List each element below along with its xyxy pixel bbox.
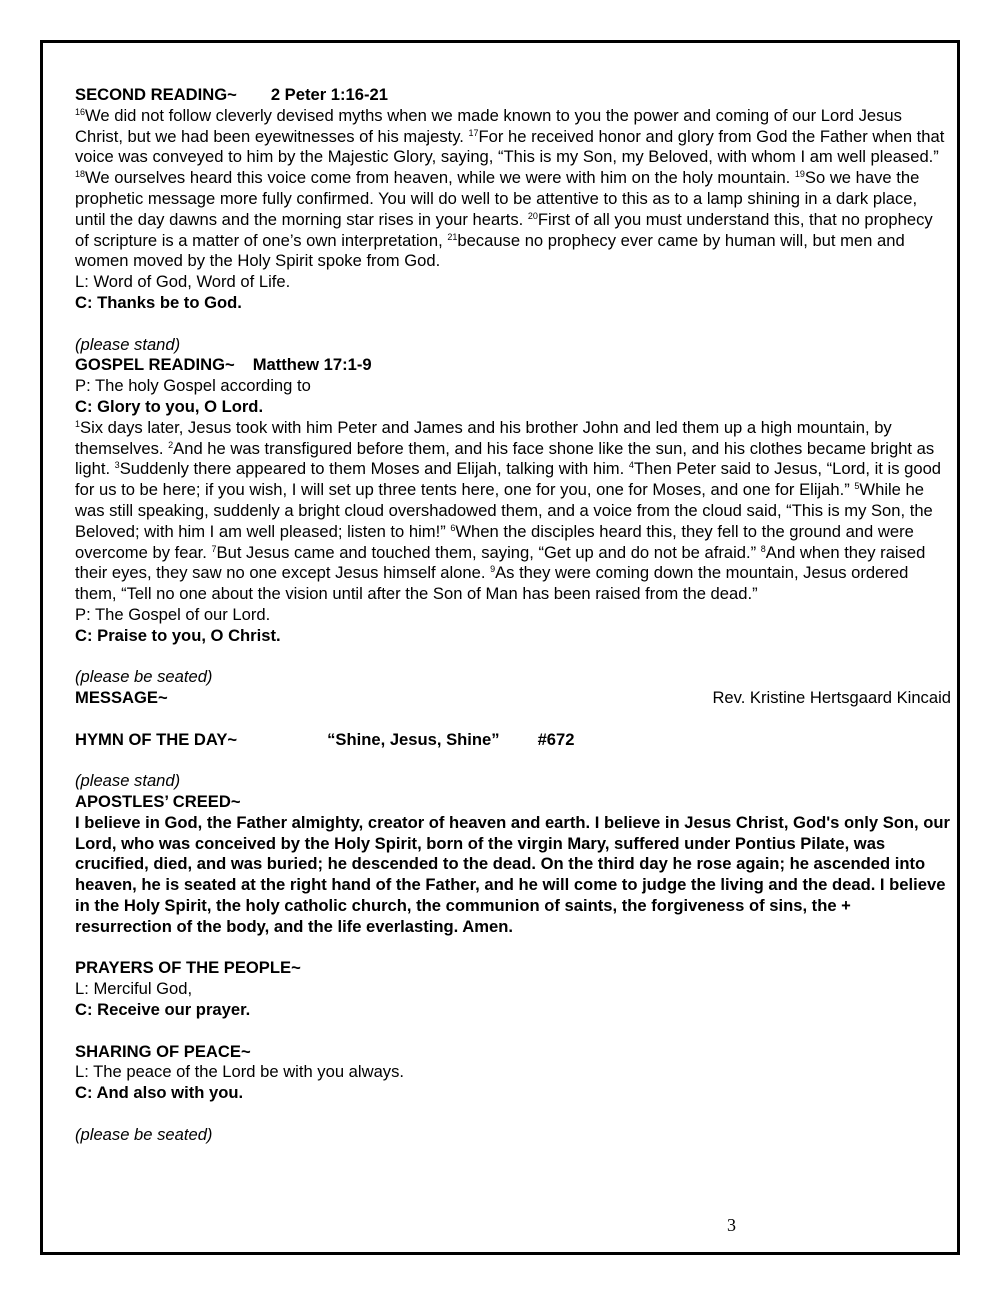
second-reading-response: C: Thanks be to God.	[75, 292, 242, 312]
hymn-title: “Shine, Jesus, Shine”	[327, 729, 500, 749]
second-reading-heading: SECOND READING~ 2 Peter 1:16-21	[75, 85, 388, 104]
message-speaker: Rev. Kristine Hertsgaard Kincaid	[712, 688, 951, 708]
gospel-heading: GOSPEL READING~ Matthew 17:1-9	[75, 355, 372, 375]
verse-number: 17	[468, 127, 479, 138]
verse-number: 7	[211, 543, 217, 554]
verse-number: 18	[75, 169, 86, 180]
creed-instruction: (please stand)	[75, 771, 181, 791]
page-frame	[40, 40, 960, 1255]
prayers-leader: L: Merciful God,	[75, 979, 193, 999]
gospel-text: $^1$Six days later, Jesus took with him Peter and James and his brother John and led them up a high mountain, by themselves. $^2$And he was transfigured before them, and his face shone like the sun, and his clothes became bright as light. $^3$Suddenly there appeared to them Moses and Elijah, talking with him. $^4$Then Peter said to Jesus, “Lord, it is good for us to be here; if you wish, I will set up three tents here, one for you, one for Moses, and one for Elijah.” $^5$While he was still speaking, suddenly a bright cloud overshadowed them, and a voice from the cloud said, “This is my Son, the Beloved; with him I am well pleased; listen to him!” $^6$When the disciples heard this, they fell to the ground and were overcome by fear. $^7$But Jesus came and touched them, saying, “Get up and do not be afraid.” $^8$And when they raised their eyes, they saw no one except Jesus himself alone. $^9$As they were coming down the mountain, Jesus ordered them, “Tell no one about the vision until after the Son of Man has been raised from the dead.”	[75, 417, 942, 604]
prayers-response: C: Receive our prayer.	[75, 1000, 251, 1020]
gospel-citation: Matthew 17:1-9	[252, 355, 372, 375]
second-reading-citation: 2 Peter 1:16-21	[270, 85, 388, 104]
prayers-heading: PRAYERS OF THE PEOPLE~	[75, 958, 301, 978]
verse-number: 3	[114, 460, 120, 471]
gospel-announce: P: The holy Gospel according to	[75, 376, 311, 396]
gospel-announce-response: C: Glory to you, O Lord.	[75, 396, 264, 416]
verse-number: 2	[168, 439, 174, 450]
verse-number: 6	[450, 522, 456, 533]
verse-number: 8	[760, 543, 766, 554]
message-row	[75, 688, 951, 709]
bulletin-content	[75, 85, 951, 1146]
creed-text: I believe in God, the Father almighty, creator of heaven and earth. I believe in Jesus Christ, God's only Son, our Lord, who was conceived by the Holy Spirit, born of the virgin Mary, suffered under Pontius Pilate, was crucified, died, and was buried; he descended to the dead. On the third day he rose again; he ascended into heaven, he is seated at the right hand of the Father, and he will come to judge the living and the dead. I believe in the Holy Spirit, the holy catholic church, the communion of saints, the forgiveness of sins, the + resurrection of the body, and the life everlasting. Amen.	[75, 812, 951, 936]
gospel-closing-response: C: Praise to you, O Christ.	[75, 625, 281, 645]
second-reading-leader: L: Word of God, Word of Life.	[75, 272, 291, 292]
verse-number: 19	[794, 169, 805, 180]
message-instruction: (please be seated)	[75, 667, 213, 687]
gospel-closing: P: The Gospel of our Lord.	[75, 604, 271, 624]
gospel-instruction: (please stand)	[75, 334, 181, 354]
message-heading: MESSAGE~	[75, 688, 168, 708]
creed-heading: APOSTLES’ CREED~	[75, 792, 241, 812]
hymn-heading: HYMN OF THE DAY~	[75, 729, 238, 749]
verse-number: 5	[854, 481, 860, 492]
verse-number: 1	[75, 418, 81, 429]
verse-number: 9	[490, 564, 496, 575]
peace-heading: SHARING OF PEACE~	[75, 1041, 251, 1061]
page-number: 3	[727, 1215, 736, 1235]
second-reading-text: $^{16}$We did not follow cleverly devised myths when we made known to you the power and coming of our Lord Jesus Christ, but we had been eyewitnesses of his majesty. $^{17}$For he received honor and glory from God the Father when that voice was conveyed to him by the Majestic Glory, saying, “This is my Son, my Beloved, with whom I am well pleased.” $^{18}$We ourselves heard this voice come from heaven, while we were with him on the holy mountain. $^{19}$So we have the prophetic message more fully confirmed. You will do well to be attentive to this as to a lamp shining in a dark place, until the day dawns and the morning star rises in your hearts. $^{20}$First of all you must understand this, that no prophecy of scripture is a matter of one’s own interpretation, $^{21}$because no prophecy ever came by human will, but men and women moved by the Holy Spirit spoke from God.	[75, 105, 945, 271]
hymn-number: #672	[537, 729, 575, 749]
verse-number: 4	[628, 460, 634, 471]
closing-instruction: (please be seated)	[75, 1124, 213, 1144]
peace-response: C: And also with you.	[75, 1083, 244, 1103]
verse-number: 16	[75, 106, 86, 117]
hymn-line	[75, 730, 951, 751]
peace-leader: L: The peace of the Lord be with you always.	[75, 1062, 405, 1082]
verse-number: 20	[527, 210, 538, 221]
verse-number: 21	[447, 231, 458, 242]
